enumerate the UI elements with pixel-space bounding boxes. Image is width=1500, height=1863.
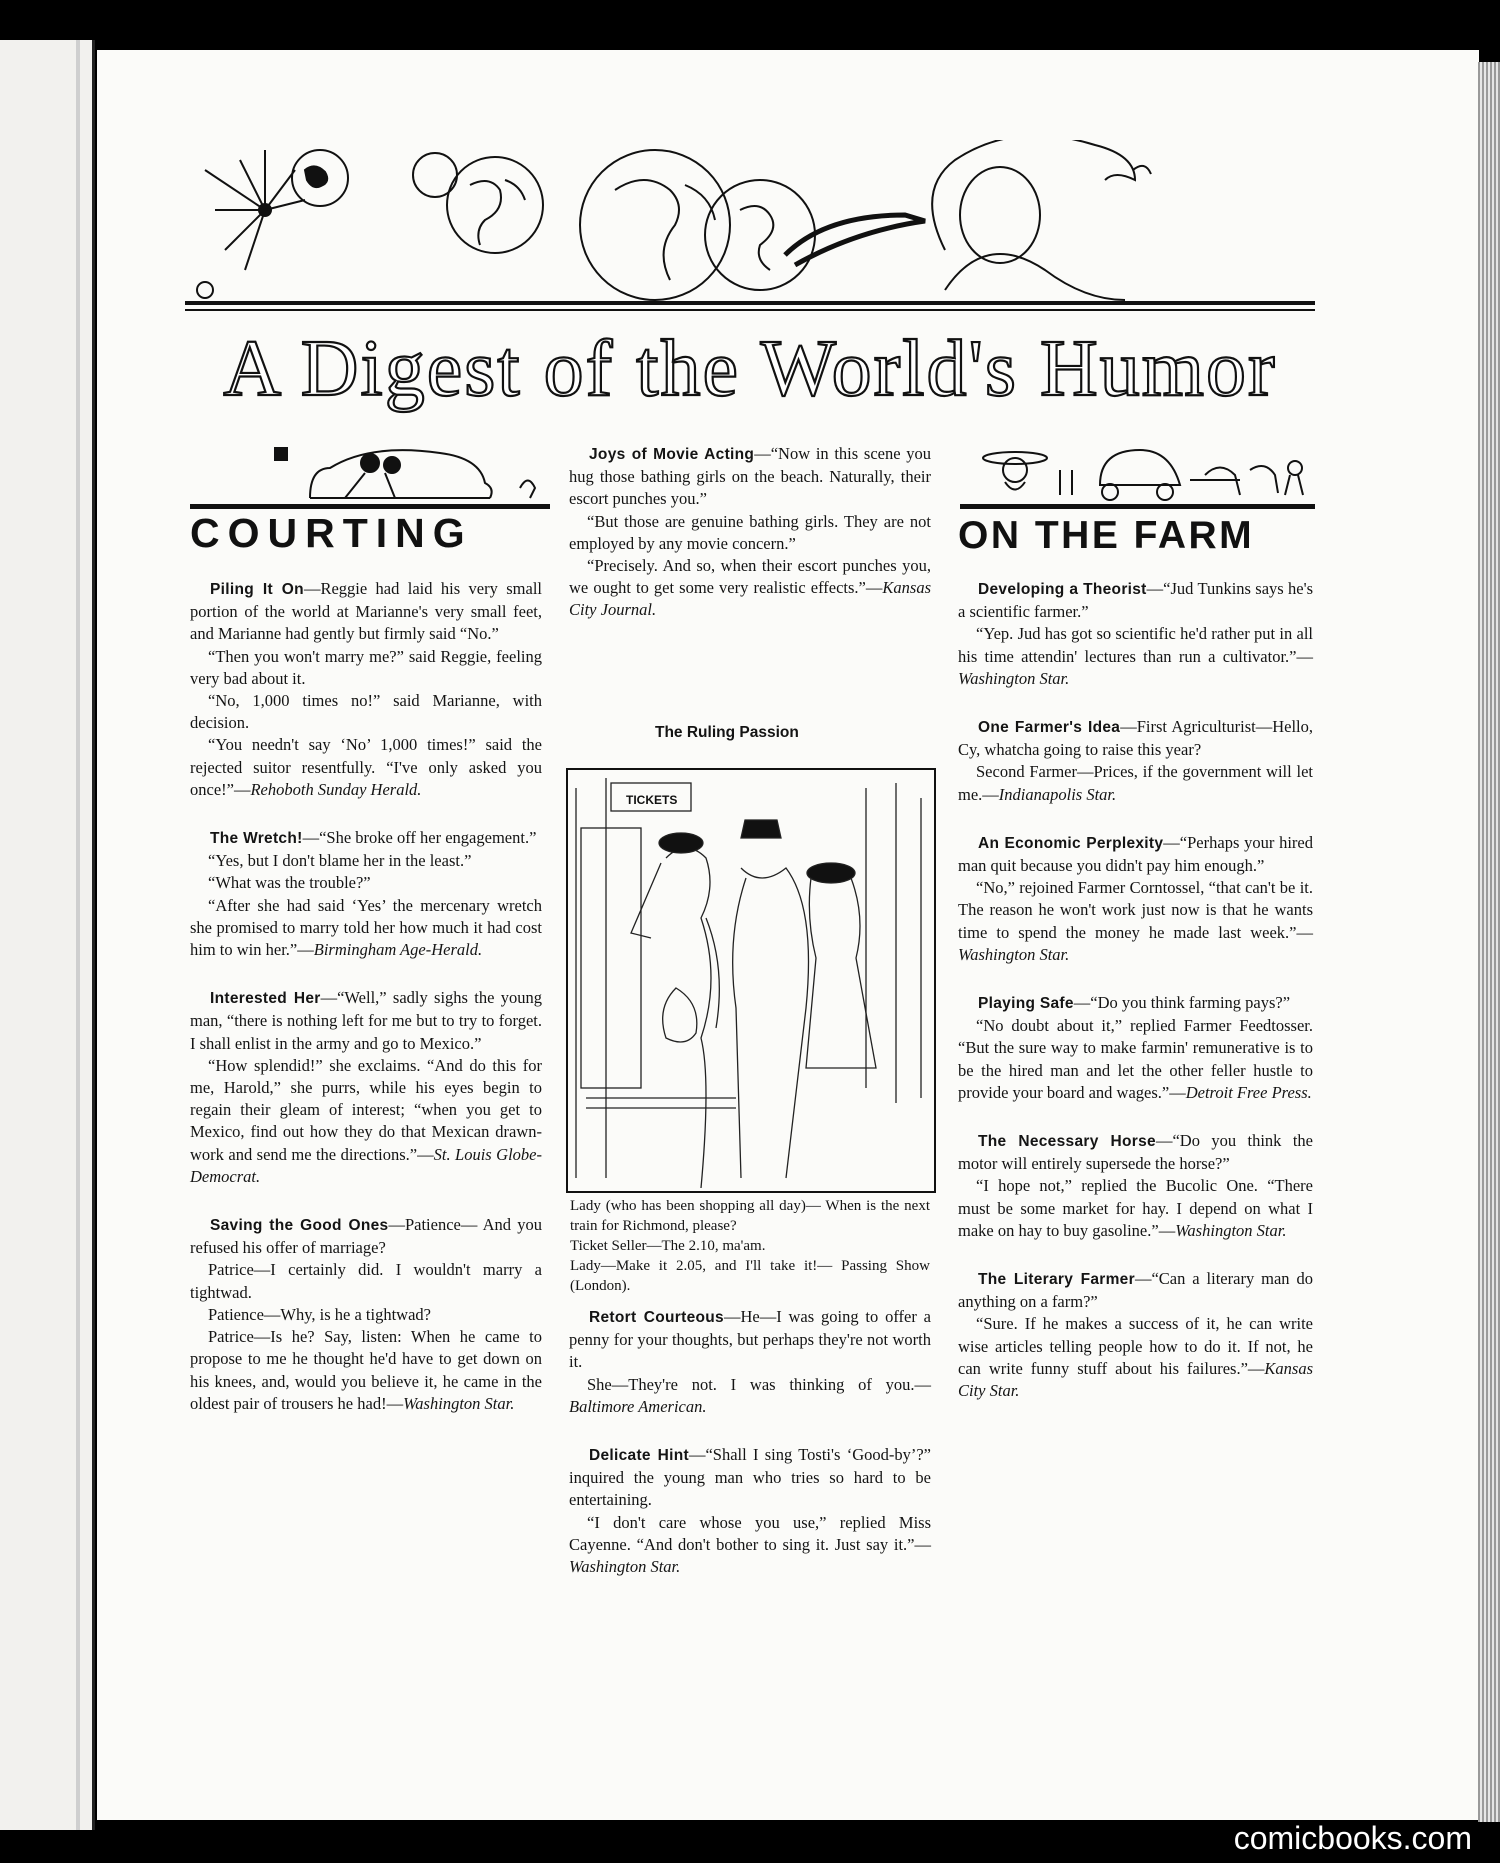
joke-source: Rehoboth Sunday Herald. bbox=[250, 779, 422, 799]
joke-paragraph: “After she had said ‘Yes’ the mercenary wretch she promised to marry told her how much it had cost him to win her.”—Birmingham Age-Herald. bbox=[190, 895, 542, 960]
caption-line: Ticket Seller—The 2.10, ma'am. bbox=[570, 1238, 766, 1254]
pipe-icon bbox=[785, 215, 925, 265]
joke-text: “Do you think the motor will entirely supersede the horse?” bbox=[958, 1131, 1313, 1174]
joke-paragraph: Second Farmer—Prices, if the government will let me.—Indianapolis Star. bbox=[958, 762, 1313, 804]
joke-paragraph: “How splendid!” she exclaims. “And do this for me, Harold,” she purrs, while his eyes begin to regain their gleam of interest; “when you get to Mexico, find out how they do that Mexican drawn-work and send me the directions.”—St. Louis Globe-Democrat. bbox=[190, 1055, 542, 1186]
cartoon-title: The Ruling Passion bbox=[655, 724, 799, 741]
joke-heading: Playing Safe bbox=[978, 995, 1074, 1013]
joke-paragraph: Saving the Good Ones—Patience— And you refused his offer of marriage? bbox=[190, 1215, 542, 1258]
item-gap bbox=[958, 966, 1313, 992]
joke-text: “Can a literary man do anything on a farm?” bbox=[958, 1269, 1313, 1312]
caption-line: Lady—Make it 2.05, and I'll take it!— Passing Show (London). bbox=[570, 1258, 930, 1294]
joke-text: “What was the trouble?” bbox=[208, 873, 371, 893]
joke-source: Washington Star. bbox=[403, 1393, 515, 1413]
item-gap bbox=[190, 961, 542, 987]
joke-item bbox=[958, 1268, 1313, 1402]
joke-paragraph: “Precisely. And so, when their escort punches you, we ought to get some very realistic effects.”—Kansas City Journal. bbox=[569, 556, 931, 620]
joke-text: “Now in this scene you hug those bathing girls on the beach. Naturally, their escort punches you.” bbox=[569, 444, 931, 509]
joke-item bbox=[190, 827, 542, 961]
joke-paragraph bbox=[190, 690, 542, 734]
joke-heading: Saving the Good Ones bbox=[210, 1217, 389, 1235]
joke-text: “Sure. If he makes a success of it, he can write wise articles telling people how to do it. If not, he can write funny stuff about his failures.” bbox=[958, 1314, 1313, 1378]
joke-text: He—I was going to offer a penny for your thoughts, but perhaps they're not worth it. bbox=[569, 1307, 931, 1372]
joke-item bbox=[190, 578, 542, 801]
joke-text: Patrice—Is he? Say, listen: When he came to propose to me he thought he'd have to get down on his knees, and, would you believe it, he came in the oldest pair of trousers he had! bbox=[190, 1327, 542, 1413]
joke-text: “Precisely. And so, when their escort punches you, we ought to get some very realistic effects.” bbox=[569, 556, 931, 598]
joke-heading: Delicate Hint bbox=[589, 1447, 689, 1465]
joke-item bbox=[958, 578, 1313, 690]
joke-paragraph: Delicate Hint—“Shall I sing Tosti's ‘Good-by’?” inquired the young man who tries so hard to be entertaining. bbox=[569, 1445, 931, 1510]
joke-paragraph: “I hope not,” replied the Bucolic One. “There must be some market for hay. I depend on what I make on hay to buy gasoline.”—Washington Star. bbox=[958, 1176, 1313, 1240]
joke-text: Patience— And you refused his offer of marriage? bbox=[190, 1215, 542, 1258]
section-heading-courting: COURTING bbox=[190, 510, 473, 556]
joke-paragraph: Playing Safe—“Do you think farming pays?” bbox=[978, 993, 1291, 1013]
joke-heading: One Farmer's Idea bbox=[978, 719, 1121, 737]
watermark: comicbooks.com bbox=[1233, 1820, 1472, 1856]
joke-source: Kansas City Star. bbox=[958, 1358, 1313, 1401]
joke-heading: Piling It On bbox=[210, 581, 304, 598]
man-cap bbox=[741, 820, 781, 838]
joke-source: Washington Star. bbox=[569, 1557, 681, 1577]
joke-heading: The Literary Farmer bbox=[978, 1271, 1135, 1289]
joke-paragraph bbox=[569, 511, 931, 555]
column-farm bbox=[958, 578, 1313, 1402]
joke-paragraph: Joys of Movie Acting—“Now in this scene you hug those bathing girls on the beach. Naturally, their escort punches you.” bbox=[569, 444, 931, 509]
joke-text: Second Farmer—Prices, if the government will let me. bbox=[958, 762, 1313, 804]
joke-item bbox=[190, 1214, 542, 1415]
joke-paragraph: Patrice—Is he? Say, listen: When he came to propose to me he thought he'd have to get down on his knees, and, would you believe it, he came in the oldest pair of trousers he had!—Washington Star. bbox=[190, 1327, 542, 1413]
item-gap bbox=[958, 806, 1313, 832]
tickets-sign-text: TICKETS bbox=[626, 793, 678, 807]
joke-text: “Yes, but I don't blame her in the least.” bbox=[208, 851, 472, 871]
farm-wagon-illustration bbox=[960, 440, 1320, 505]
book-spine bbox=[0, 40, 95, 1830]
joke-paragraph: “No,” rejoined Farmer Corntossel, “that can't be it. The reason he won't work just now is that he wants time to spend the money he made last week.”—Washington Star. bbox=[958, 878, 1313, 964]
joke-text: Patrice—I certainly did. I wouldn't marry a tightwad. bbox=[190, 1260, 542, 1302]
section-rule bbox=[190, 504, 550, 509]
item-gap bbox=[958, 690, 1313, 716]
title-text: A Digest of the World's Humor bbox=[223, 325, 1277, 413]
joke-heading: Retort Courteous bbox=[589, 1309, 724, 1326]
joke-paragraph bbox=[190, 850, 542, 872]
joke-text: She—They're not. I was thinking of you. bbox=[587, 1374, 915, 1394]
joke-heading: Developing a Theorist bbox=[978, 581, 1147, 598]
joke-item bbox=[569, 1444, 931, 1578]
joke-text: “No doubt about it,” replied Farmer Feedtosser. “But the sure way to make farmin' remunerative is to be the hired man and let the other feller hustle to provide your board and wages.” bbox=[958, 1016, 1313, 1102]
jester-face-icon bbox=[960, 167, 1040, 263]
globe-icon bbox=[447, 157, 543, 253]
joke-text: “After she had said ‘Yes’ the mercenary wretch she promised to marry told her how much it had cost him to win her.” bbox=[190, 895, 542, 960]
large-globe-icon bbox=[580, 150, 730, 300]
joke-source: Washington Star. bbox=[958, 944, 1070, 964]
column-courting bbox=[190, 578, 542, 1415]
joke-text: “How splendid!” she exclaims. “And do this for me, Harold,” she purrs, while his eyes begin to regain their gleam of interest; “when you get to Mexico, find out how they do that Mexican drawn-work and send me the directions.” bbox=[190, 1055, 542, 1164]
item-gap bbox=[958, 1242, 1313, 1268]
section-heading-farm: ON THE FARM bbox=[958, 514, 1255, 557]
caption-line: Lady (who has been shopping all day)— When is the next train for Richmond, please? bbox=[570, 1198, 930, 1234]
joke-text: “Yep. Jud has got so scientific he'd rather put in all his time attendin' lectures than run a cultivator.” bbox=[958, 624, 1313, 666]
joke-paragraph: “No doubt about it,” replied Farmer Feedtosser. “But the sure way to make farmin' remunerative is to be the hired man and let the other feller hustle to provide your board and wages.”—Detroit Free Press. bbox=[958, 1016, 1313, 1102]
joke-paragraph bbox=[190, 872, 542, 894]
joke-item bbox=[569, 443, 931, 622]
joke-paragraph: The Literary Farmer—“Can a literary man do anything on a farm?” bbox=[958, 1269, 1313, 1312]
joke-text: “Do you think farming pays?” bbox=[1090, 993, 1291, 1013]
joke-source: Washington Star. bbox=[958, 668, 1070, 688]
joke-text: “No,” rejoined Farmer Corntossel, “that can't be it. The reason he won't work just now is that he wants time to spend the money he made last week.” bbox=[958, 878, 1313, 942]
joke-paragraph: One Farmer's Idea—First Agriculturist—Hello, Cy, whatcha going to raise this year? bbox=[958, 717, 1313, 760]
joke-text: “You needn't say ‘No’ 1,000 times!” said the rejected suitor resentfully. “I've only asked you once!” bbox=[190, 735, 542, 799]
joke-text: First Agriculturist—Hello, Cy, whatcha going to raise this year? bbox=[958, 717, 1313, 760]
joke-paragraph bbox=[190, 646, 542, 690]
joke-paragraph: “Sure. If he makes a success of it, he can write wise articles telling people how to do it. If not, he can write funny stuff about his failures.”—Kansas City Star. bbox=[958, 1314, 1313, 1401]
joke-text: “Jud Tunkins says he's a scientific farmer.” bbox=[958, 579, 1314, 622]
joke-text: “But those are genuine bathing girls. They are not employed by any movie concern.” bbox=[569, 511, 931, 553]
courting-sofa-illustration bbox=[270, 443, 550, 508]
joke-paragraph: Interested Her—“Well,” sadly sighs the young man, “there is nothing left for me but to try to forget. I shall enlist in the army and go to Mexico.” bbox=[190, 988, 542, 1053]
joke-item bbox=[569, 1306, 931, 1418]
joke-paragraph: The Necessary Horse—“Do you think the motor will entirely supersede the horse?” bbox=[958, 1131, 1313, 1174]
joke-text: “I don't care whose you use,” replied Miss Cayenne. “And don't bother to sing it. Just say it.” bbox=[569, 1512, 931, 1554]
joke-paragraph: She—They're not. I was thinking of you.—Baltimore American. bbox=[569, 1374, 931, 1416]
joke-text: “Then you won't marry me?” said Reggie, feeling very bad about it. bbox=[190, 646, 542, 688]
joke-heading: Interested Her bbox=[210, 990, 321, 1008]
joke-source: Baltimore American. bbox=[569, 1396, 707, 1416]
item-gap bbox=[190, 801, 542, 827]
item-gap bbox=[958, 1104, 1313, 1130]
joke-source: Birmingham Age-Herald. bbox=[313, 940, 483, 960]
joke-source: Kansas City Journal. bbox=[569, 578, 931, 620]
item-gap bbox=[569, 1418, 931, 1444]
ruling-passion-cartoon bbox=[566, 768, 936, 1193]
joke-heading: The Wretch! bbox=[210, 830, 303, 848]
joke-text: Reggie had laid his very small portion of the world at Marianne's very small feet, and Marianne had gently but firmly said “No.” bbox=[190, 579, 543, 644]
joke-heading: Joys of Movie Acting bbox=[589, 446, 755, 463]
cartoon-caption bbox=[570, 1196, 930, 1296]
joke-source: Detroit Free Press. bbox=[1185, 1082, 1312, 1102]
joke-text: “She broke off her engagement.” bbox=[319, 828, 537, 848]
joke-source: Indianapolis Star. bbox=[998, 784, 1117, 804]
joke-paragraph: “Yep. Jud has got so scientific he'd rather put in all his time attendin' lectures than run a cultivator.”—Washington Star. bbox=[958, 624, 1313, 688]
joke-item bbox=[958, 992, 1313, 1104]
sun-icon bbox=[205, 150, 305, 270]
joke-source: St. Louis Globe-Democrat. bbox=[190, 1144, 542, 1186]
joke-item bbox=[190, 987, 542, 1188]
page-title bbox=[180, 325, 1320, 415]
page-edges bbox=[1478, 62, 1500, 1822]
joke-paragraph: Piling It On—Reggie had laid his very small portion of the world at Marianne's very small feet, and Marianne had gently but firmly said “No.” bbox=[190, 579, 543, 644]
globe-icon bbox=[705, 180, 815, 290]
joke-paragraph: Developing a Theorist—“Jud Tunkins says he's a scientific farmer.” bbox=[958, 579, 1314, 622]
joke-text: “Perhaps your hired man quit because you didn't pay him enough.” bbox=[958, 832, 1313, 876]
joke-heading: The Necessary Horse bbox=[978, 1133, 1156, 1151]
joke-item bbox=[958, 832, 1313, 966]
joke-heading: An Economic Perplexity bbox=[978, 834, 1164, 852]
section-rule bbox=[960, 504, 1315, 509]
joke-paragraph bbox=[190, 1259, 542, 1303]
joke-item bbox=[958, 1130, 1313, 1242]
joke-text: “No, 1,000 times no!” said Marianne, with decision. bbox=[190, 691, 542, 733]
joke-text: Patience—Why, is he a tightwad? bbox=[208, 1304, 431, 1324]
title-lettering bbox=[180, 325, 1320, 415]
joke-paragraph: An Economic Perplexity—“Perhaps your hired man quit because you didn't pay him enough.” bbox=[958, 832, 1313, 876]
joke-source: Washington Star. bbox=[1175, 1220, 1287, 1240]
joke-paragraph bbox=[190, 1304, 542, 1326]
globes-banner-illustration bbox=[185, 140, 1315, 315]
joke-paragraph: Retort Courteous—He—I was going to offer a penny for your thoughts, but perhaps they're not worth it. bbox=[569, 1307, 931, 1372]
joke-paragraph: “You needn't say ‘No’ 1,000 times!” said the rejected suitor resentfully. “I've only asked you once!”—Rehoboth Sunday Herald. bbox=[190, 735, 542, 799]
globe-icon bbox=[413, 153, 457, 197]
column-middle-bottom bbox=[569, 1306, 931, 1578]
joke-paragraph: The Wretch!—“She broke off her engagement.” bbox=[210, 828, 537, 848]
joke-text: “I hope not,” replied the Bucolic One. “There must be some market for hay. I depend on what I make on hay to buy gasoline.” bbox=[958, 1176, 1313, 1240]
joke-text: “Well,” sadly sighs the young man, “there is nothing left for me but to try to forget. I shall enlist in the army and go to Mexico.” bbox=[190, 988, 542, 1053]
joke-item bbox=[958, 716, 1313, 806]
joke-text: “Shall I sing Tosti's ‘Good-by’?” inquired the young man who tries so hard to be entertaining. bbox=[569, 1445, 931, 1510]
column-middle-top bbox=[569, 443, 931, 622]
joke-paragraph: “I don't care whose you use,” replied Miss Cayenne. “And don't bother to sing it. Just say it.”—Washington Star. bbox=[569, 1512, 931, 1577]
item-gap bbox=[190, 1188, 542, 1214]
